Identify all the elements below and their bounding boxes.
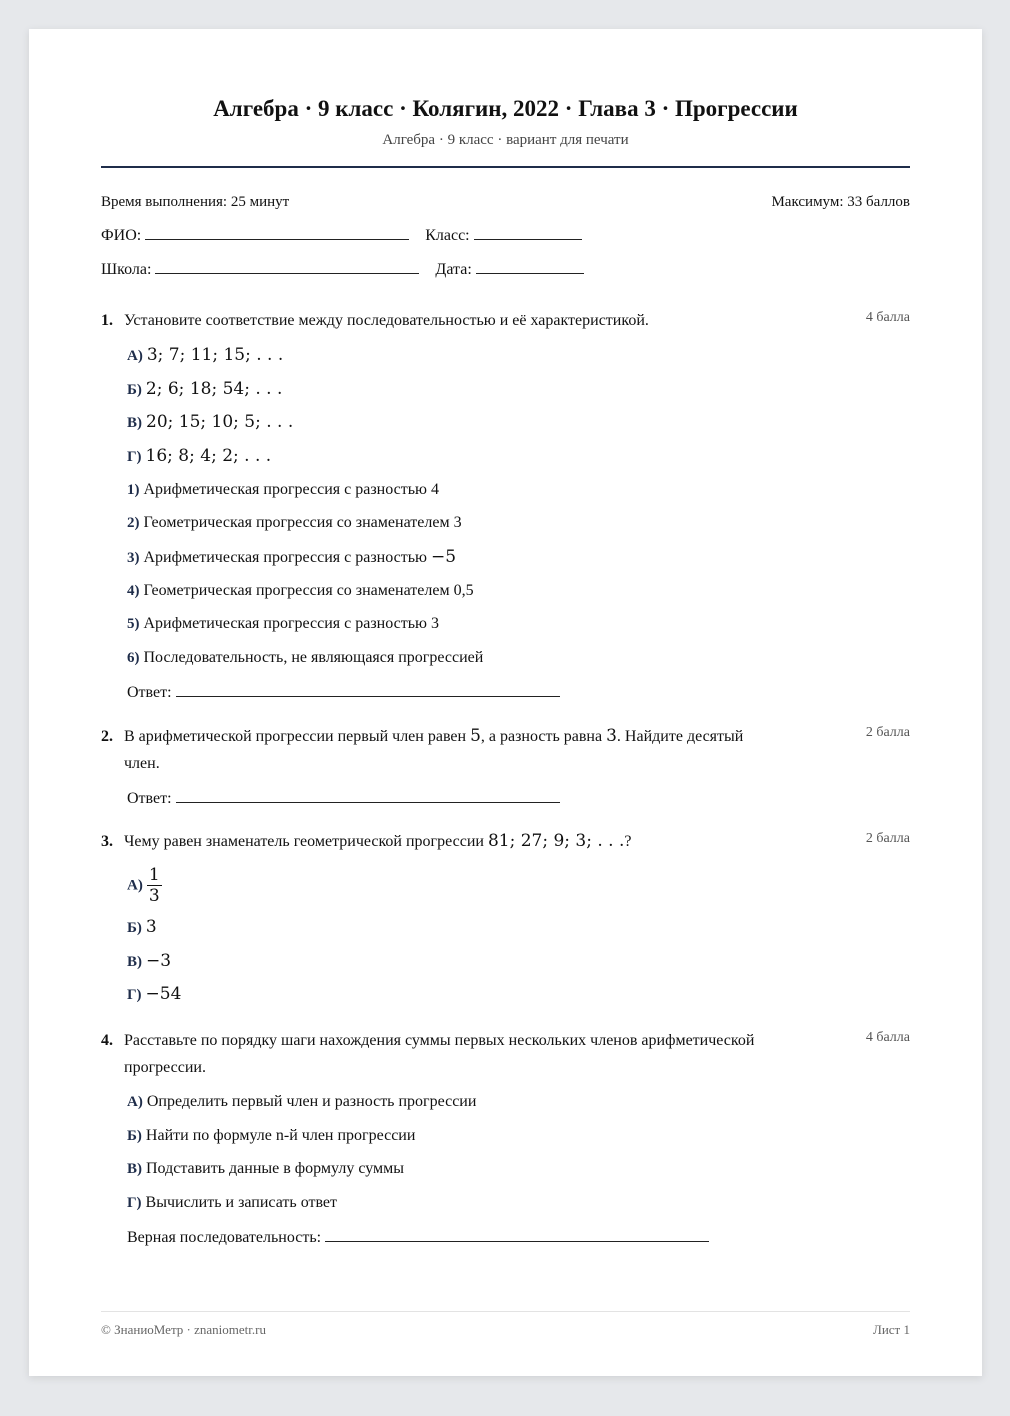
q2-answer-field[interactable] [176, 788, 560, 803]
date-field[interactable] [476, 259, 584, 274]
option-text: Геометрическая прогрессия со знаменателем 3 [143, 514, 462, 531]
option-label: А) [127, 348, 143, 364]
fio-label: ФИО: [101, 227, 142, 244]
q1-left-item [127, 445, 271, 468]
option-text: Арифметическая прогрессия с разностью 3 [143, 615, 439, 632]
q1-left-item [127, 378, 282, 401]
q1-number: 1. [101, 312, 113, 329]
date-label: Дата: [435, 261, 472, 278]
q2-points: 2 балла [865, 725, 910, 740]
q4-text-line2: прогрессии. [124, 1059, 206, 1076]
q4-step [127, 1125, 415, 1147]
answer-label: Ответ: [127, 684, 172, 701]
q1-points: 4 балла [865, 310, 910, 325]
fraction-numerator: 1 [148, 865, 160, 885]
option-label: Б) [127, 382, 142, 398]
class-label: Класс: [425, 227, 470, 244]
page-title: Алгебра · 9 класс · Колягин, 2022 · Глава 3 · Прогрессии [213, 96, 798, 121]
footer-divider [101, 1311, 910, 1312]
q2-text-part: В арифметической прогрессии первый член равен [124, 728, 471, 745]
q3-points: 2 балла [865, 831, 910, 846]
q4-step [127, 1192, 337, 1214]
option-text: Последовательность, не являющаяся прогрессией [143, 649, 484, 666]
q3-option [127, 950, 171, 973]
option-label: Г) [127, 449, 142, 465]
step-text: Вычислить и записать ответ [145, 1194, 338, 1211]
q1-answer-row [127, 682, 560, 703]
option-label: 6) [127, 650, 140, 666]
option-math: −5 [430, 547, 457, 567]
option-label: 5) [127, 616, 140, 632]
fio-field[interactable] [145, 225, 409, 240]
q1-right-item [127, 580, 474, 602]
max-score: Максимум: 33 баллов [771, 194, 910, 210]
q4-number: 4. [101, 1032, 113, 1049]
q3-math: 81; 27; 9; 3; . . . [487, 831, 625, 851]
q3-text-part: Чему равен знаменатель геометрической прогрессии [124, 833, 488, 850]
q1-left-item [127, 344, 283, 367]
q3-option [127, 916, 157, 939]
step-label: В) [127, 1161, 142, 1177]
q3-option [127, 865, 162, 906]
option-text: Арифметическая прогрессия с разностью 4 [143, 481, 439, 498]
option-label: 3) [127, 550, 140, 566]
option-value: −3 [146, 951, 172, 971]
option-label: 1) [127, 482, 140, 498]
q2-answer-row [127, 788, 560, 809]
school-field[interactable] [155, 259, 419, 274]
step-text: Определить первый член и разность прогрессии [146, 1093, 477, 1110]
q1-right-item [127, 647, 483, 669]
option-label: 2) [127, 515, 140, 531]
header-divider [101, 166, 910, 168]
worksheet-page [29, 29, 982, 1376]
option-label: Б) [127, 920, 142, 936]
q4-answer-field[interactable] [325, 1227, 709, 1242]
q3-text [124, 828, 632, 855]
option-value: −54 [145, 984, 182, 1004]
q2-math: 5 [470, 726, 481, 746]
fraction [147, 865, 162, 906]
q2-text-line2: член. [124, 755, 160, 772]
step-label: Г) [127, 1195, 142, 1211]
footer-page-number: Лист 1 [873, 1322, 910, 1337]
option-label: В) [127, 415, 142, 431]
class-field[interactable] [474, 225, 582, 240]
q4-answer-row [127, 1227, 709, 1248]
q2-text-part: . Найдите десятый [616, 728, 744, 745]
sequence-value: 16; 8; 4; 2; . . . [145, 446, 272, 466]
q3-text-part: ? [624, 833, 632, 850]
q4-step [127, 1158, 404, 1180]
q3-option [127, 983, 181, 1006]
option-label: Г) [127, 987, 142, 1003]
q2-text-part: , а разность равна [480, 728, 607, 745]
time-limit: Время выполнения: 25 минут [101, 194, 290, 210]
footer-copyright: © ЗнаниоМетр · znaniometr.ru [101, 1322, 266, 1337]
q2-math: 3 [606, 726, 617, 746]
fraction-denominator: 3 [148, 886, 160, 906]
answer-label: Верная последовательность: [127, 1229, 322, 1246]
page-subtitle: Алгебра · 9 класс · вариант для печати [382, 132, 629, 148]
q1-left-item [127, 411, 293, 434]
step-text: Подставить данные в формулу суммы [146, 1160, 405, 1177]
q1-right-item [127, 479, 439, 501]
school-row [101, 259, 584, 280]
sequence-value: 20; 15; 10; 5; . . . [146, 412, 294, 432]
fio-row [101, 225, 582, 246]
option-label: 4) [127, 583, 140, 599]
step-text: Найти по формуле n-й член прогрессии [145, 1127, 416, 1144]
sequence-value: 2; 6; 18; 54; . . . [145, 379, 283, 399]
q1-right-item [127, 512, 462, 534]
q1-answer-field[interactable] [176, 682, 560, 697]
q4-text: Расставьте по порядку шаги нахождения суммы первых нескольких членов арифметической [124, 1032, 755, 1049]
step-label: А) [127, 1094, 143, 1110]
sequence-value: 3; 7; 11; 15; . . . [146, 345, 284, 365]
option-text: Геометрическая прогрессия со знаменателем 0,5 [143, 582, 474, 599]
q2-number: 2. [101, 728, 113, 745]
option-text: Арифметическая прогрессия с разностью [143, 549, 431, 566]
q2-text [124, 723, 743, 750]
q1-right-item [127, 546, 456, 569]
q1-right-item [127, 613, 439, 635]
option-label: В) [127, 954, 142, 970]
q1-text: Установите соответствие между последовательностью и её характеристикой. [124, 312, 649, 329]
answer-label: Ответ: [127, 790, 172, 807]
q4-points: 4 балла [865, 1030, 910, 1045]
q4-step [127, 1091, 476, 1113]
q3-number: 3. [101, 833, 113, 850]
step-label: Б) [127, 1128, 142, 1144]
option-value: 3 [145, 917, 157, 937]
school-label: Школа: [101, 261, 152, 278]
option-label: А) [127, 877, 143, 894]
